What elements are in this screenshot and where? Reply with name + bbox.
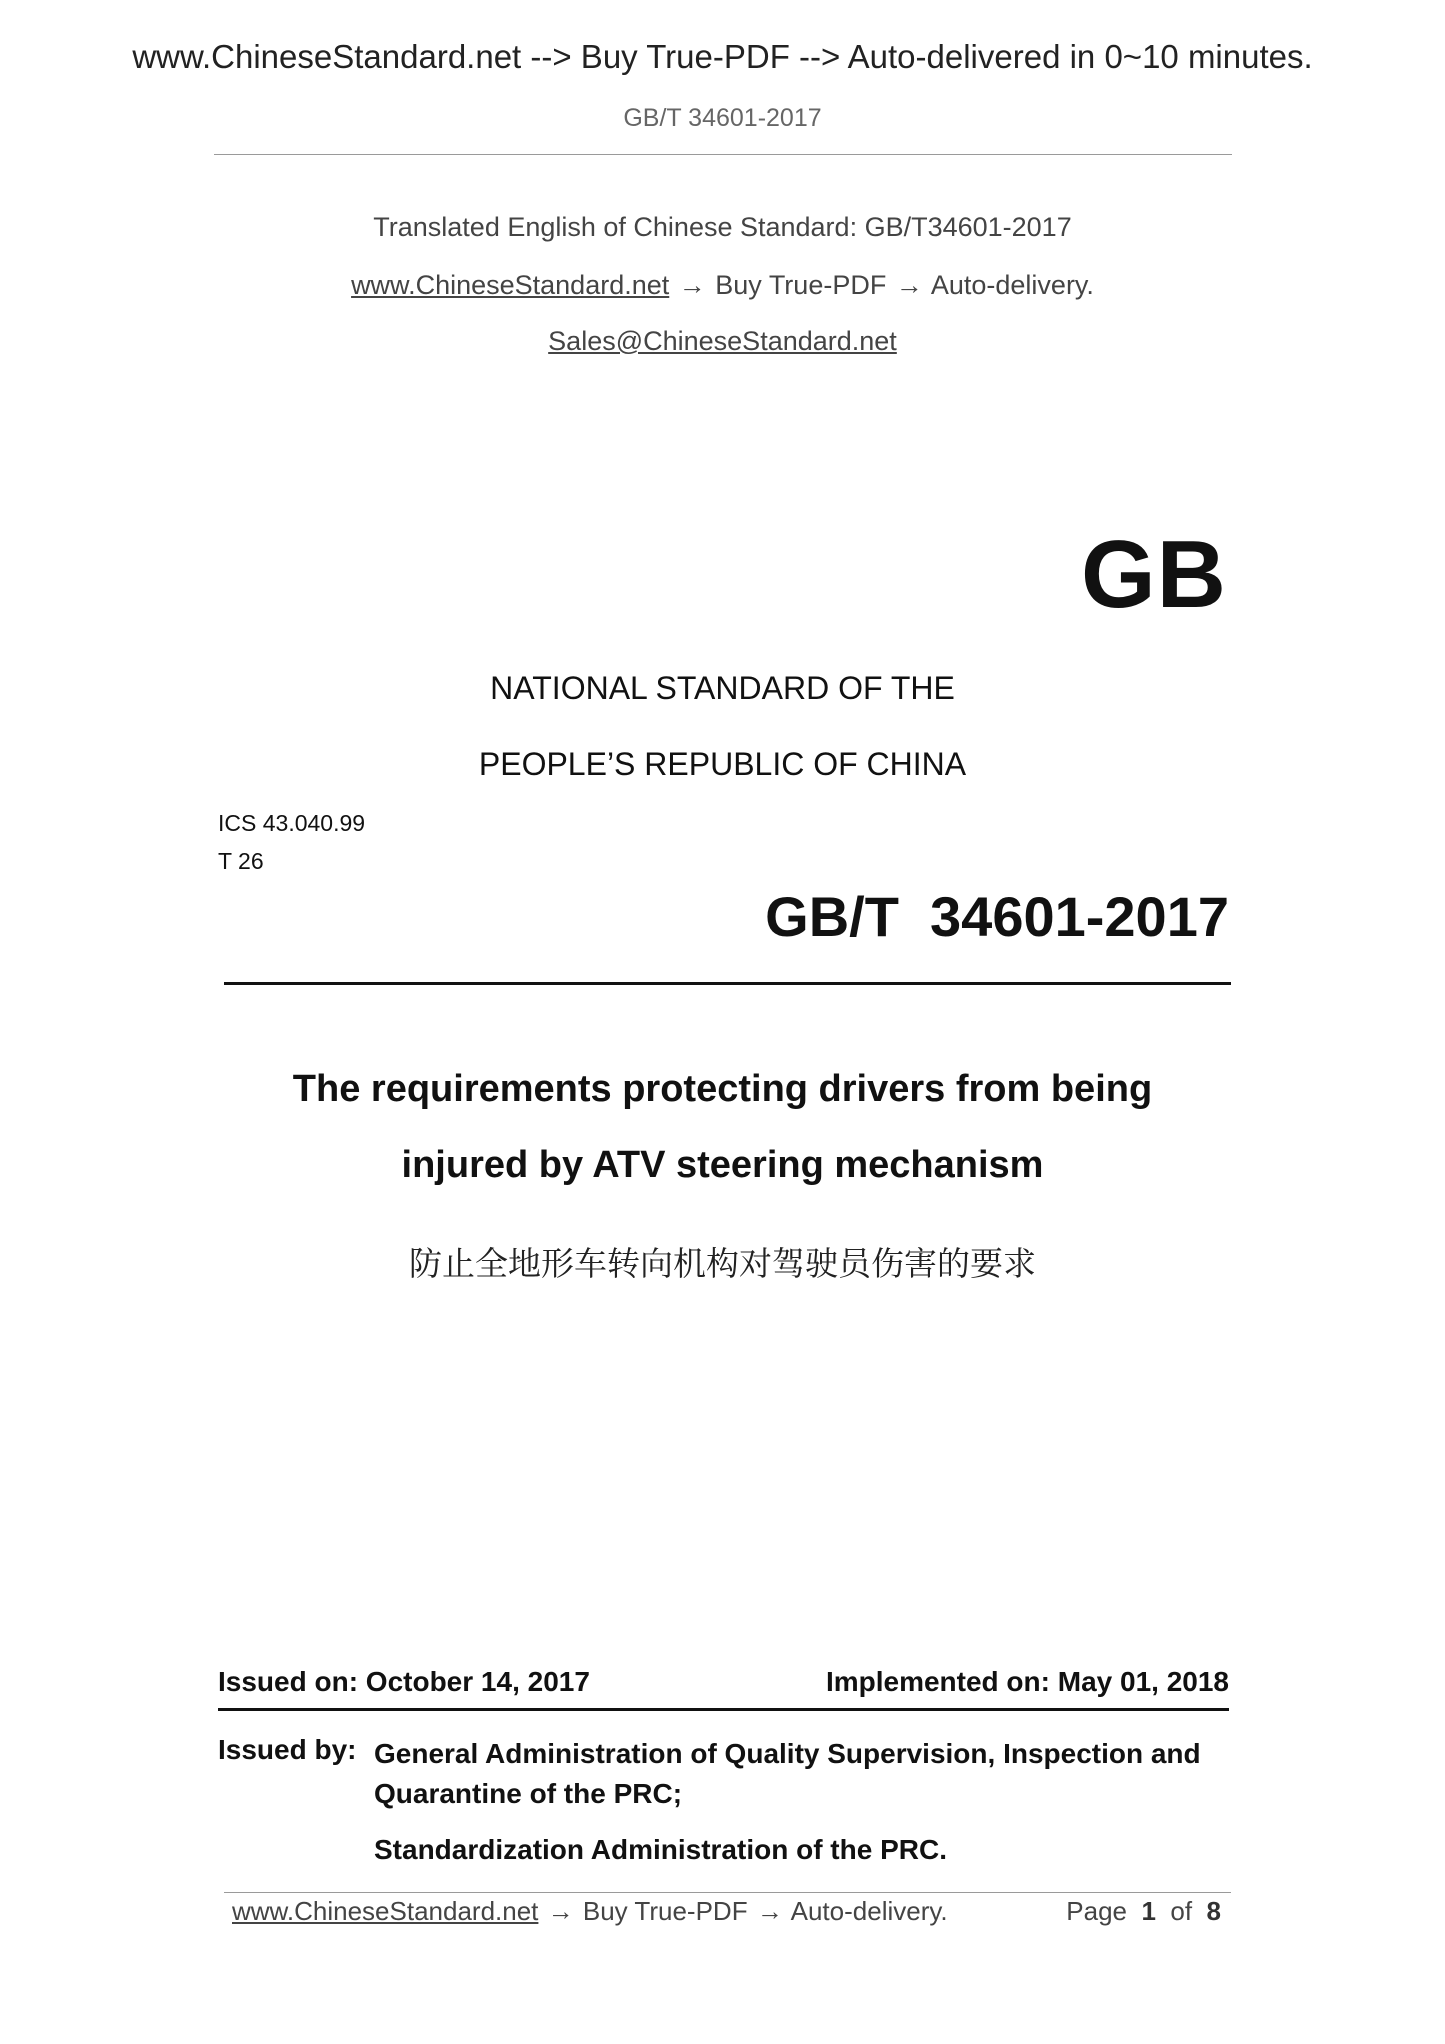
page-total: 8 xyxy=(1206,1896,1221,1926)
top-banner: www.ChineseStandard.net --> Buy True-PDF --> Auto-delivered in 0~10 minutes. xyxy=(132,38,1313,75)
arrow-right-icon: → xyxy=(547,1896,574,1926)
issued-by-label: Issued by: xyxy=(218,1734,357,1765)
delivery-text: Auto-delivery. xyxy=(930,270,1094,300)
of-label: of xyxy=(1170,1896,1193,1926)
ccs-code: T 26 xyxy=(218,848,264,874)
national-standard-line-2: PEOPLE’S REPUBLIC OF CHINA xyxy=(478,746,967,782)
footer-delivery-text: Auto-delivery. xyxy=(790,1896,948,1926)
issuer-primary: General Administration of Quality Supervision, Inspection and Quarantine of the PRC; xyxy=(374,1738,1201,1809)
implemented-on-date: Implemented on: May 01, 2018 xyxy=(825,1666,1229,1697)
standard-number: GB/T 34601-2017 xyxy=(765,885,1229,948)
footer-buy-text: Buy True-PDF xyxy=(582,1896,748,1926)
translated-notice: Translated English of Chinese Standard: GB/T34601-2017 xyxy=(373,212,1072,242)
issuer-secondary: Standardization Administration of the PRC. xyxy=(374,1834,947,1865)
page-label: Page xyxy=(1066,1896,1128,1926)
purchase-line xyxy=(0,270,1445,301)
footer-divider xyxy=(224,1892,1231,1893)
page-number: 1 xyxy=(1141,1896,1156,1926)
arrow-right-icon: → xyxy=(678,270,706,300)
ics-code: ICS 43.040.99 xyxy=(218,810,366,836)
sales-email-link[interactable]: Sales@ChineseStandard.net xyxy=(548,326,897,356)
footer-site-link[interactable]: www.ChineseStandard.net xyxy=(232,1896,539,1926)
arrow-right-icon: → xyxy=(756,1896,783,1926)
document-title-line-2: injured by ATV steering mechanism xyxy=(401,1144,1044,1186)
buy-text: Buy True-PDF xyxy=(715,270,887,300)
national-standard-line-1: NATIONAL STANDARD OF THE xyxy=(490,670,955,706)
title-divider xyxy=(224,982,1231,985)
header-doc-code: GB/T 34601-2017 xyxy=(623,104,822,132)
gb-logo: GB xyxy=(1081,521,1227,628)
document-title-chinese: 防止全地形车转向机构对驾驶员伤害的要求 xyxy=(409,1244,1036,1283)
issued-on-date: Issued on: October 14, 2017 xyxy=(218,1666,590,1697)
page-indicator xyxy=(1066,1896,1221,1927)
dates-divider xyxy=(218,1708,1229,1711)
email-line xyxy=(0,326,1445,357)
header-divider xyxy=(214,154,1232,155)
footer-purchase-line xyxy=(232,1896,948,1927)
document-title-line-1: The requirements protecting drivers from being xyxy=(292,1068,1153,1110)
site-link[interactable]: www.ChineseStandard.net xyxy=(351,270,670,300)
arrow-right-icon: → xyxy=(895,270,923,300)
